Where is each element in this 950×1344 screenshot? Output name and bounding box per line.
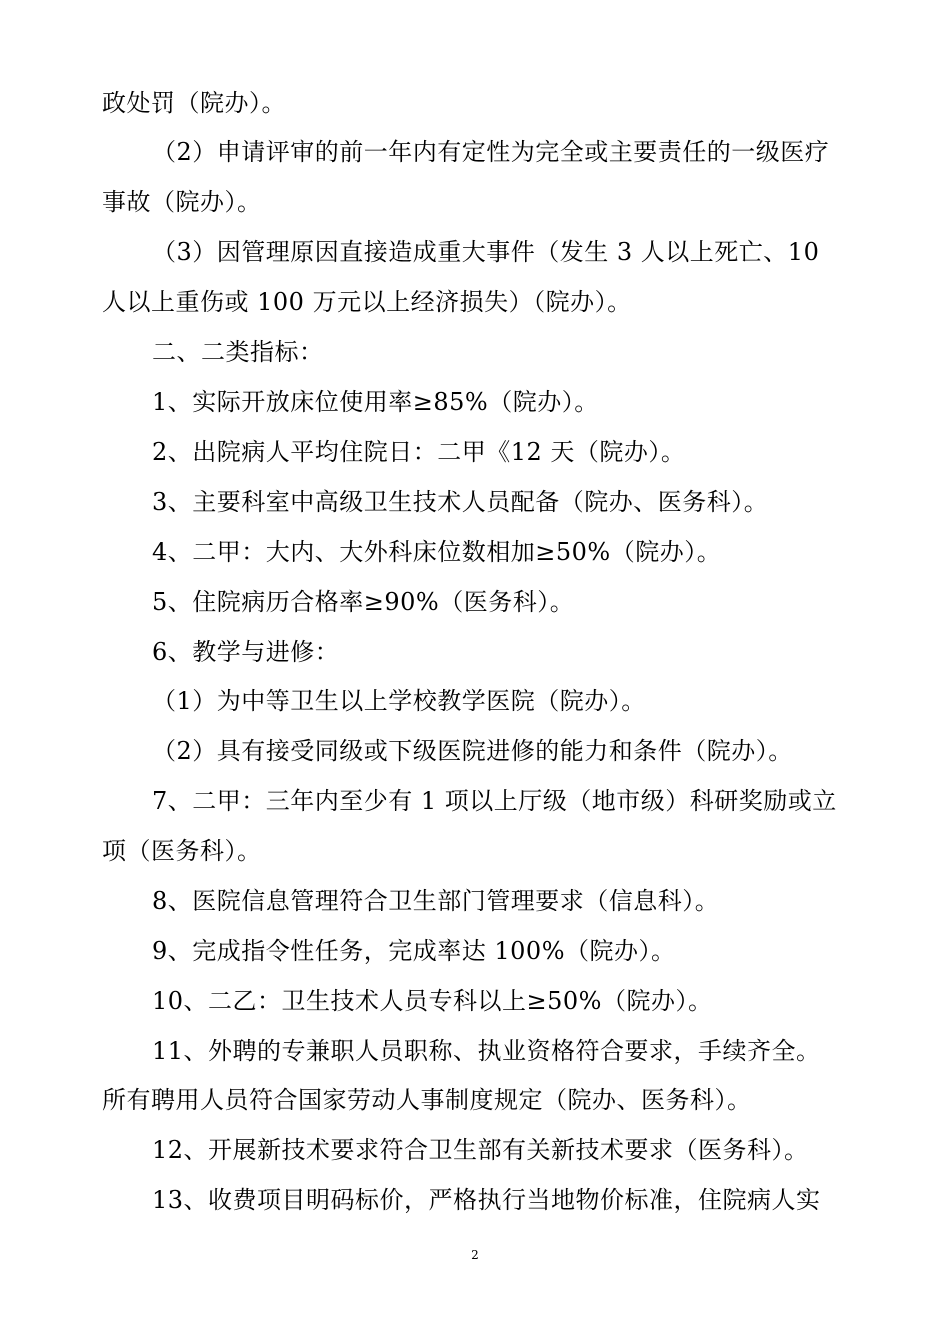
text-line: 10、二乙：卫生技术人员专科以上≥50%（院办）。 — [152, 987, 713, 1015]
text-line: （2）申请评审的前一年内有定性为完全或主要责任的一级医疗 — [152, 138, 830, 166]
text-line: （1）为中等卫生以上学校教学医院（院办）。 — [152, 687, 646, 715]
text-line: 6、教学与进修： — [152, 638, 340, 666]
text-line: （3）因管理原因直接造成重大事件（发生 3 人以上死亡、10 — [152, 238, 820, 266]
text-line: 人以上重伤或 100 万元以上经济损失）（院办）。 — [102, 288, 632, 316]
text-line: 12、开展新技术要求符合卫生部有关新技术要求（医务科）。 — [152, 1136, 809, 1164]
text-line: 项（医务科）。 — [102, 837, 262, 865]
page-number: 2 — [471, 1248, 479, 1262]
text-line: （2）具有接受同级或下级医院进修的能力和条件（院办）。 — [152, 737, 793, 765]
text-line: 3、主要科室中高级卫生技术人员配备（院办、医务科）。 — [152, 488, 769, 516]
text-line: 5、住院病历合格率≥90%（医务科）。 — [152, 588, 575, 616]
text-line: 2、出院病人平均住院日：二甲《12 天（院办）。 — [152, 438, 686, 466]
text-line: 所有聘用人员符合国家劳动人事制度规定（院办、医务科）。 — [102, 1086, 752, 1114]
text-line: 9、完成指令性任务，完成率达 100%（院办）。 — [152, 937, 676, 965]
section-heading: 二、二类指标： — [152, 338, 324, 366]
text-line: 政处罚（院办）。 — [102, 89, 286, 117]
text-line: 4、二甲：大内、大外科床位数相加≥50%（院办）。 — [152, 538, 722, 566]
text-line: 8、医院信息管理符合卫生部门管理要求（信息科）。 — [152, 887, 720, 915]
text-line: 11、外聘的专兼职人员职称、执业资格符合要求，手续齐全。 — [152, 1037, 821, 1065]
text-line: 13、收费项目明码标价，严格执行当地物价标准，住院病人实 — [152, 1186, 821, 1214]
text-line: 7、二甲：三年内至少有 1 项以上厅级（地市级）科研奖励或立 — [152, 787, 837, 815]
text-line: 1、实际开放床位使用率≥85%（院办）。 — [152, 388, 599, 416]
text-line: 事故（院办）。 — [102, 188, 262, 216]
